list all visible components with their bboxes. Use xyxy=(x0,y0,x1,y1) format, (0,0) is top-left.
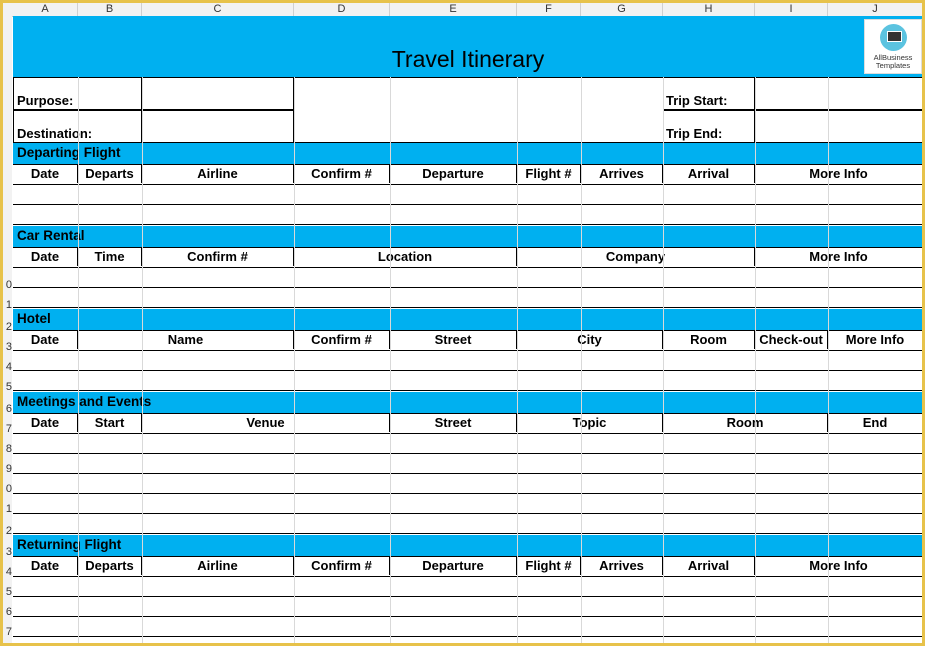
header-departing-6[interactable]: Arrives xyxy=(581,164,663,183)
table-cell[interactable] xyxy=(581,184,663,204)
table-cell[interactable] xyxy=(13,267,78,287)
header-departing-3[interactable]: Confirm # xyxy=(294,164,390,183)
destination-input[interactable] xyxy=(142,110,294,143)
gridline xyxy=(828,77,829,646)
header-hotel-4[interactable]: City xyxy=(517,330,663,349)
table-cell[interactable] xyxy=(13,287,78,307)
table-cell[interactable] xyxy=(142,267,294,287)
header-meetings-1[interactable]: Start xyxy=(78,413,142,432)
table-cell[interactable] xyxy=(13,576,78,596)
table-cell[interactable] xyxy=(78,267,142,287)
table-cell[interactable] xyxy=(78,184,142,204)
table-cell[interactable] xyxy=(517,287,755,307)
table-cell[interactable] xyxy=(663,513,828,533)
table-cell[interactable] xyxy=(13,204,78,224)
table-cell[interactable] xyxy=(294,204,390,224)
column-header-j[interactable]: J xyxy=(828,3,923,16)
header-returning-3[interactable]: Confirm # xyxy=(294,556,390,575)
header-hotel-6[interactable]: Check-out xyxy=(755,330,828,349)
column-header-b[interactable]: B xyxy=(78,3,142,16)
table-cell[interactable] xyxy=(294,616,390,636)
header-returning-4[interactable]: Departure xyxy=(390,556,517,575)
logo-text-1: AllBusiness xyxy=(873,53,913,62)
table-cell[interactable] xyxy=(13,513,78,533)
row-number[interactable]: 5 xyxy=(5,586,12,598)
table-cell[interactable] xyxy=(663,596,755,616)
section-departing-title[interactable]: Departing Flight xyxy=(17,145,121,160)
table-cell[interactable] xyxy=(13,370,78,390)
row-number[interactable]: 5 xyxy=(5,381,12,393)
table-cell[interactable] xyxy=(78,370,294,390)
column-header-h[interactable]: H xyxy=(663,3,755,16)
header-departing-5[interactable]: Flight # xyxy=(517,164,581,183)
section-returning-bar xyxy=(13,535,923,556)
table-cell[interactable] xyxy=(390,513,517,533)
table-cell[interactable] xyxy=(390,204,517,224)
data-row-rule xyxy=(13,533,923,534)
table-cell[interactable] xyxy=(663,184,755,204)
table-cell[interactable] xyxy=(142,493,390,513)
laptop-icon xyxy=(880,24,907,51)
table-cell[interactable] xyxy=(390,616,517,636)
table-cell[interactable] xyxy=(517,596,581,616)
row-number[interactable]: 1 xyxy=(5,503,12,515)
table-cell[interactable] xyxy=(581,596,663,616)
header-meetings-2[interactable]: Venue xyxy=(142,413,390,432)
section-car-bar xyxy=(13,226,923,247)
header-meetings-5[interactable]: Room xyxy=(663,413,828,432)
row-number[interactable]: 1 xyxy=(5,299,12,311)
table-cell[interactable] xyxy=(517,433,663,453)
header-hotel-2[interactable]: Confirm # xyxy=(294,330,390,349)
table-cell[interactable] xyxy=(755,287,923,307)
table-cell[interactable] xyxy=(828,350,923,370)
cell-border xyxy=(923,413,924,493)
table-cell[interactable] xyxy=(13,350,78,370)
header-car-2[interactable]: Confirm # xyxy=(142,247,294,266)
header-returning-8[interactable]: More Info xyxy=(755,556,923,575)
row-number[interactable]: 4 xyxy=(5,361,12,373)
table-cell[interactable] xyxy=(390,576,517,596)
row-number[interactable]: 9 xyxy=(5,463,12,475)
header-departing-0[interactable]: Date xyxy=(13,164,78,183)
gridline xyxy=(294,77,295,646)
header-departing-2[interactable]: Airline xyxy=(142,164,294,183)
cell-border xyxy=(923,413,924,453)
header-car-0[interactable]: Date xyxy=(13,247,78,266)
table-cell[interactable] xyxy=(142,473,390,493)
table-cell[interactable] xyxy=(390,433,517,453)
trip-end-input[interactable] xyxy=(755,110,924,143)
cell-border xyxy=(923,556,924,636)
section-car-title[interactable]: Car Rental xyxy=(17,228,85,243)
header-hotel-0[interactable]: Date xyxy=(13,330,78,349)
table-cell[interactable] xyxy=(755,184,923,204)
table-cell[interactable] xyxy=(13,616,78,636)
table-cell[interactable] xyxy=(828,473,923,493)
data-row-rule xyxy=(13,636,923,637)
section-departing-bar xyxy=(13,143,923,164)
table-cell[interactable] xyxy=(755,204,923,224)
gridline xyxy=(517,77,518,646)
table-cell[interactable] xyxy=(390,596,517,616)
header-returning-7[interactable]: Arrival xyxy=(663,556,755,575)
section-returning-title[interactable]: Returning Flight xyxy=(17,537,122,552)
table-cell[interactable] xyxy=(294,287,517,307)
table-cell[interactable] xyxy=(142,184,294,204)
purpose-label: Purpose: xyxy=(17,93,74,108)
logo-text-2: Templates xyxy=(875,61,911,70)
data-row-rule xyxy=(13,307,923,308)
table-cell[interactable] xyxy=(78,493,142,513)
table-cell[interactable] xyxy=(663,616,755,636)
section-meetings-title[interactable]: Meetings and Events xyxy=(17,394,152,409)
table-cell[interactable] xyxy=(663,493,828,513)
gridline xyxy=(390,77,391,646)
table-cell[interactable] xyxy=(390,453,517,473)
table-cell[interactable] xyxy=(142,576,294,596)
table-cell[interactable] xyxy=(517,453,663,473)
cell-border xyxy=(923,556,924,596)
column-header-e[interactable]: E xyxy=(390,3,517,16)
table-cell[interactable] xyxy=(13,596,78,616)
header-car-5[interactable]: More Info xyxy=(755,247,923,266)
table-cell[interactable] xyxy=(13,473,78,493)
cell-border xyxy=(923,413,924,473)
table-cell[interactable] xyxy=(78,287,142,307)
table-cell[interactable] xyxy=(142,596,294,616)
destination-label: Destination: xyxy=(17,126,93,141)
cell-border xyxy=(923,164,924,204)
table-cell[interactable] xyxy=(78,616,142,636)
table-cell[interactable] xyxy=(142,204,294,224)
table-cell[interactable] xyxy=(78,513,142,533)
header-departing-7[interactable]: Arrival xyxy=(663,164,755,183)
table-cell[interactable] xyxy=(517,370,663,390)
table-cell[interactable] xyxy=(517,493,663,513)
row-number[interactable]: 8 xyxy=(5,443,12,455)
section-hotel-bar xyxy=(13,309,923,330)
table-cell[interactable] xyxy=(142,513,390,533)
table-cell[interactable] xyxy=(142,433,390,453)
table-cell[interactable] xyxy=(517,184,581,204)
table-cell[interactable] xyxy=(78,350,294,370)
header-returning-0[interactable]: Date xyxy=(13,556,78,575)
table-cell[interactable] xyxy=(294,370,390,390)
table-cell[interactable] xyxy=(581,576,663,596)
table-cell[interactable] xyxy=(828,453,923,473)
row-number[interactable]: 6 xyxy=(5,606,12,618)
column-header-a[interactable]: A xyxy=(13,3,78,16)
table-cell[interactable] xyxy=(142,616,294,636)
header-car-4[interactable]: Company xyxy=(517,247,755,266)
header-hotel-1[interactable]: Name xyxy=(78,330,294,349)
table-cell[interactable] xyxy=(13,493,78,513)
allbusiness-logo xyxy=(864,19,922,74)
table-cell[interactable] xyxy=(390,473,517,493)
header-meetings-4[interactable]: Topic xyxy=(517,413,663,432)
header-hotel-7[interactable]: More Info xyxy=(828,330,923,349)
table-cell[interactable] xyxy=(755,370,828,390)
table-cell[interactable] xyxy=(294,350,390,370)
column-header-c[interactable]: C xyxy=(142,3,294,16)
table-cell[interactable] xyxy=(581,204,663,224)
row-number[interactable]: 3 xyxy=(5,546,12,558)
column-header-f[interactable]: F xyxy=(517,3,581,16)
table-cell[interactable] xyxy=(517,473,663,493)
table-cell[interactable] xyxy=(142,453,390,473)
gridline xyxy=(142,77,143,646)
table-cell[interactable] xyxy=(517,576,581,596)
section-hotel-title[interactable]: Hotel xyxy=(17,311,51,326)
table-cell[interactable] xyxy=(78,453,142,473)
table-cell[interactable] xyxy=(828,493,923,513)
row-number[interactable]: 7 xyxy=(5,423,12,435)
column-header-g[interactable]: G xyxy=(581,3,663,16)
cell-border xyxy=(923,247,924,307)
table-cell[interactable] xyxy=(78,433,142,453)
table-cell[interactable] xyxy=(663,576,755,596)
header-returning-1[interactable]: Departs xyxy=(78,556,142,575)
itinerary-sheet xyxy=(13,16,925,646)
table-cell[interactable] xyxy=(755,576,923,596)
table-cell[interactable] xyxy=(390,370,517,390)
header-departing-1[interactable]: Departs xyxy=(78,164,142,183)
header-returning-5[interactable]: Flight # xyxy=(517,556,581,575)
gridline xyxy=(663,77,664,646)
gridline xyxy=(581,77,582,646)
header-meetings-6[interactable]: End xyxy=(828,413,923,432)
header-meetings-3[interactable]: Street xyxy=(390,413,517,432)
cell-border xyxy=(923,413,924,513)
column-header-d[interactable]: D xyxy=(294,3,390,16)
row-number[interactable]: 3 xyxy=(5,341,12,353)
header-returning-2[interactable]: Airline xyxy=(142,556,294,575)
data-row-rule xyxy=(13,224,923,225)
row-number[interactable]: 6 xyxy=(5,403,12,415)
data-row-rule xyxy=(13,390,923,391)
table-cell[interactable] xyxy=(517,350,663,370)
row-number[interactable]: 4 xyxy=(5,566,12,578)
table-cell[interactable] xyxy=(390,184,517,204)
table-cell[interactable] xyxy=(13,453,78,473)
section-meetings-bar xyxy=(13,392,923,413)
gridline xyxy=(78,77,79,646)
title-banner xyxy=(13,16,923,77)
table-cell[interactable] xyxy=(13,433,78,453)
table-cell[interactable] xyxy=(390,493,517,513)
cell-border xyxy=(923,413,924,533)
table-cell[interactable] xyxy=(755,267,923,287)
table-cell[interactable] xyxy=(663,473,828,493)
table-cell[interactable] xyxy=(294,267,517,287)
table-cell[interactable] xyxy=(581,616,663,636)
table-cell[interactable] xyxy=(828,433,923,453)
table-cell[interactable] xyxy=(663,204,755,224)
table-cell[interactable] xyxy=(663,453,828,473)
row-number[interactable]: 0 xyxy=(5,483,12,495)
trip-end-label: Trip End: xyxy=(666,126,723,141)
column-header-bar xyxy=(3,3,925,17)
row-number[interactable]: 0 xyxy=(5,279,12,291)
table-cell[interactable] xyxy=(78,596,142,616)
row-number[interactable]: 2 xyxy=(5,321,12,333)
row-number[interactable]: 2 xyxy=(5,525,12,537)
header-hotel-3[interactable]: Street xyxy=(390,330,517,349)
column-header-i[interactable]: I xyxy=(755,3,828,16)
row-number[interactable]: 7 xyxy=(5,626,12,638)
header-returning-6[interactable]: Arrives xyxy=(581,556,663,575)
table-cell[interactable] xyxy=(663,350,755,370)
table-cell[interactable] xyxy=(390,350,517,370)
table-cell[interactable] xyxy=(294,576,390,596)
table-cell[interactable] xyxy=(517,267,755,287)
cell-border xyxy=(923,330,924,370)
table-cell[interactable] xyxy=(517,513,663,533)
page-title[interactable]: Travel Itinerary xyxy=(391,46,545,72)
table-cell[interactable] xyxy=(755,350,828,370)
header-hotel-5[interactable]: Room xyxy=(663,330,755,349)
table-cell[interactable] xyxy=(828,513,923,533)
table-cell[interactable] xyxy=(294,596,390,616)
header-meetings-0[interactable]: Date xyxy=(13,413,78,432)
table-cell[interactable] xyxy=(142,287,294,307)
table-cell[interactable] xyxy=(517,616,581,636)
table-cell[interactable] xyxy=(828,370,923,390)
table-cell[interactable] xyxy=(78,576,142,596)
cell-border xyxy=(923,556,924,616)
gridline xyxy=(755,77,756,646)
purpose-input[interactable] xyxy=(142,77,294,110)
cell-border xyxy=(923,330,924,390)
trip-start-label: Trip Start: xyxy=(666,93,728,108)
trip-start-input[interactable] xyxy=(755,77,924,110)
table-cell[interactable] xyxy=(78,473,142,493)
table-cell[interactable] xyxy=(663,370,755,390)
header-departing-4[interactable]: Departure xyxy=(390,164,517,183)
row-number-bar xyxy=(3,16,12,646)
header-car-1[interactable]: Time xyxy=(78,247,142,266)
table-cell[interactable] xyxy=(755,616,923,636)
header-car-3[interactable]: Location xyxy=(294,247,517,266)
table-cell[interactable] xyxy=(294,184,390,204)
cell-border xyxy=(923,247,924,287)
cell-border xyxy=(923,164,924,224)
table-cell[interactable] xyxy=(755,596,923,616)
table-cell[interactable] xyxy=(13,184,78,204)
table-cell[interactable] xyxy=(663,433,828,453)
table-cell[interactable] xyxy=(517,204,581,224)
header-departing-8[interactable]: More Info xyxy=(755,164,923,183)
table-cell[interactable] xyxy=(78,204,142,224)
